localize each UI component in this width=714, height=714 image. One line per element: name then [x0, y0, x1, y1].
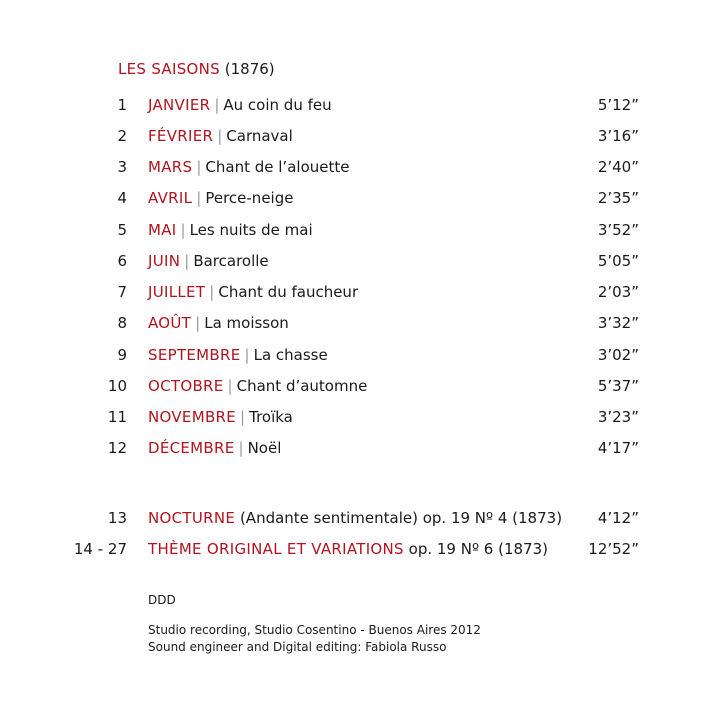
track-subtitle: Barcarolle	[193, 252, 269, 270]
track-title	[148, 346, 328, 364]
track-duration: 12’52”	[588, 540, 639, 558]
track-row	[0, 189, 714, 213]
track-duration: 2’35”	[597, 189, 639, 207]
track-month: DÉCEMBRE	[148, 439, 235, 457]
track-row	[0, 377, 714, 401]
track-number: 4	[117, 189, 127, 207]
track-month: MAI	[148, 221, 177, 239]
track-number: 12	[107, 439, 127, 457]
track-separator: |	[196, 158, 202, 176]
track-duration: 4’12”	[597, 509, 639, 527]
track-separator: |	[244, 346, 250, 364]
track-row	[0, 252, 714, 276]
track-row	[0, 127, 714, 151]
recording-location: Studio recording, Studio Cosentino - Buenos Aires 2012	[148, 623, 481, 637]
track-subtitle: Troïka	[249, 408, 293, 426]
track-work-title: NOCTURNE	[148, 509, 236, 527]
track-number: 13	[107, 509, 127, 527]
track-title	[148, 252, 269, 270]
track-row	[0, 158, 714, 182]
track-separator: |	[209, 283, 215, 301]
track-month: FÉVRIER	[148, 127, 214, 145]
track-subtitle: La chasse	[253, 346, 328, 364]
track-title	[148, 283, 358, 301]
track-row-nocturne	[0, 509, 714, 533]
track-subtitle: Carnaval	[226, 127, 293, 145]
track-number: 10	[107, 377, 127, 395]
track-separator: |	[214, 96, 220, 114]
track-title	[148, 439, 281, 457]
track-separator: |	[227, 377, 233, 395]
track-duration: 4’17”	[597, 439, 639, 457]
track-duration: 2’03”	[597, 283, 639, 301]
recording-notes	[148, 622, 481, 656]
track-row	[0, 96, 714, 120]
sound-engineer: Sound engineer and Digital editing: Fabiola Russo	[148, 640, 447, 654]
track-title	[148, 314, 289, 332]
track-number: 3	[117, 158, 127, 176]
track-separator: |	[184, 252, 190, 270]
track-separator: |	[195, 314, 201, 332]
work-title: LES SAISONS	[118, 60, 220, 78]
track-subtitle: Perce-neige	[205, 189, 294, 207]
track-row	[0, 283, 714, 307]
track-duration: 5’05”	[597, 252, 639, 270]
track-month: JANVIER	[148, 96, 211, 114]
track-separator: |	[180, 221, 186, 239]
track-separator: |	[240, 408, 246, 426]
track-duration: 3’52”	[597, 221, 639, 239]
track-title	[148, 408, 293, 426]
track-duration: 3’16”	[597, 127, 639, 145]
track-subtitle: Noël	[247, 439, 282, 457]
track-title	[148, 96, 332, 114]
track-duration: 2’40”	[597, 158, 639, 176]
track-separator: |	[196, 189, 202, 207]
track-duration: 3’23”	[597, 408, 639, 426]
track-row	[0, 439, 714, 463]
track-month: MARS	[148, 158, 193, 176]
track-detail: (Andante sentimentale) op. 19 Nº 4 (1873)	[239, 509, 563, 527]
track-month: JUILLET	[148, 283, 206, 301]
track-subtitle: Au coin du feu	[223, 96, 332, 114]
track-title	[148, 221, 313, 239]
track-month: AVRIL	[148, 189, 193, 207]
track-title	[148, 127, 293, 145]
track-title	[148, 158, 349, 176]
format-note: DDD	[148, 593, 176, 607]
track-subtitle: Chant de l’alouette	[205, 158, 350, 176]
work-year: (1876)	[224, 60, 275, 78]
track-duration: 5’12”	[597, 96, 639, 114]
track-subtitle: Chant du faucheur	[218, 283, 359, 301]
track-duration: 3’32”	[597, 314, 639, 332]
track-title	[148, 509, 562, 527]
track-detail: op. 19 Nº 6 (1873)	[408, 540, 548, 558]
track-row	[0, 346, 714, 370]
track-duration: 5’37”	[597, 377, 639, 395]
track-title	[148, 189, 293, 207]
track-separator: |	[217, 127, 223, 145]
track-number: 2	[117, 127, 127, 145]
track-separator: |	[238, 439, 244, 457]
track-month: AOÛT	[148, 314, 192, 332]
track-month: SEPTEMBRE	[148, 346, 241, 364]
track-subtitle: La moisson	[204, 314, 289, 332]
album-heading	[118, 60, 275, 78]
track-number: 8	[117, 314, 127, 332]
track-work-title: THÈME ORIGINAL ET VARIATIONS	[148, 540, 404, 558]
track-number: 14 - 27	[73, 540, 127, 558]
track-row	[0, 408, 714, 432]
track-duration: 3’02”	[597, 346, 639, 364]
track-title	[148, 540, 548, 558]
track-number: 1	[117, 96, 127, 114]
track-number: 11	[107, 408, 127, 426]
track-subtitle: Les nuits de mai	[189, 221, 313, 239]
track-number: 5	[117, 221, 127, 239]
track-row-variations	[0, 540, 714, 564]
track-month: JUIN	[148, 252, 181, 270]
track-month: OCTOBRE	[148, 377, 224, 395]
track-row	[0, 314, 714, 338]
track-title	[148, 377, 367, 395]
track-subtitle: Chant d’automne	[236, 377, 368, 395]
track-number: 6	[117, 252, 127, 270]
track-row	[0, 221, 714, 245]
track-number: 7	[117, 283, 127, 301]
track-number: 9	[117, 346, 127, 364]
track-month: NOVEMBRE	[148, 408, 237, 426]
